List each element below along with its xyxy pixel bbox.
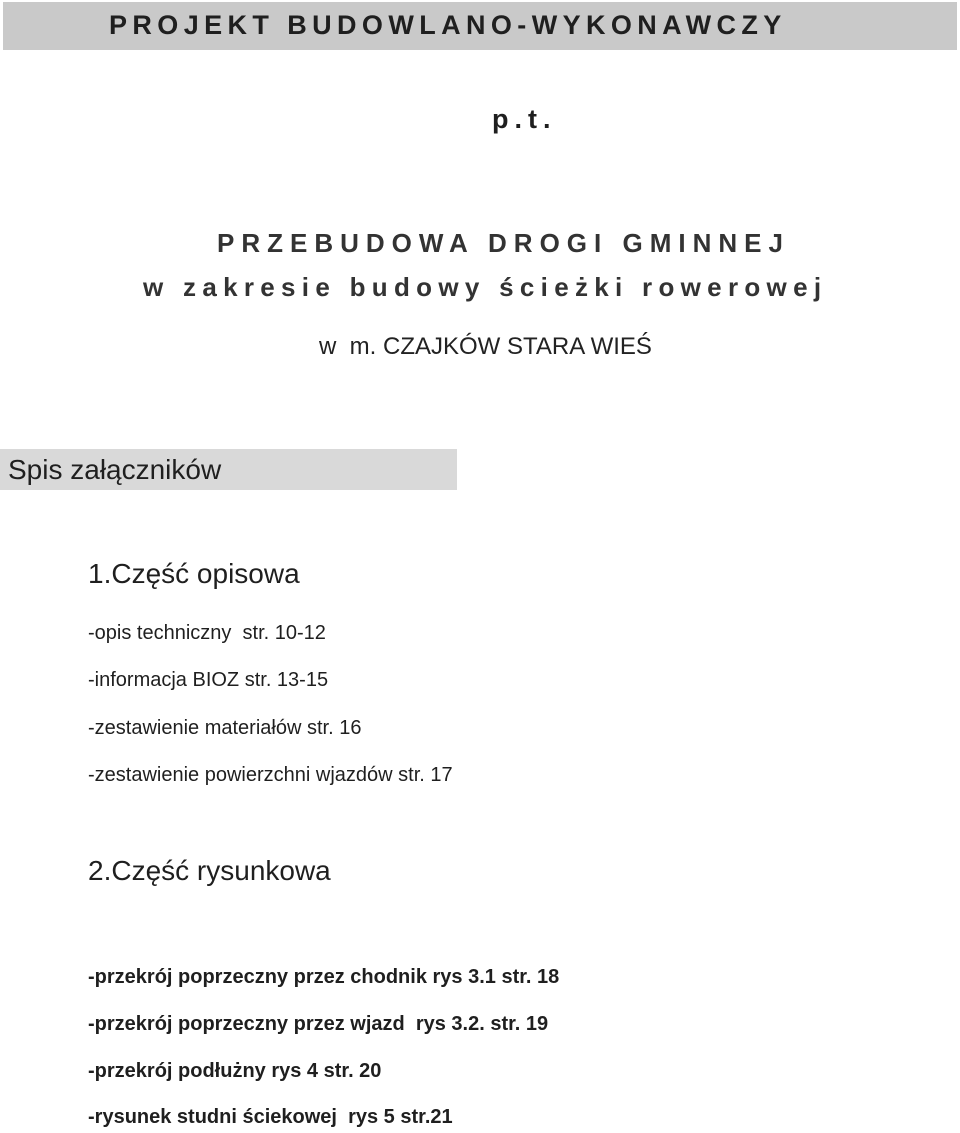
list-item: -przekrój poprzeczny przez chodnik rys 3.1 str. 18 [88,966,560,988]
project-location: w m. CZAJKÓW STARA WIEŚ [319,333,652,360]
list-item: -przekrój poprzeczny przez wjazd rys 3.2. str. 19 [88,1013,549,1035]
section-heading-drawings: 2.Część rysunkowa [88,855,331,886]
list-item: -informacja BIOZ str. 13-15 [88,669,329,691]
project-scope: w zakresie budowy ścieżki rowerowej [143,272,828,302]
attachments-title: Spis załączników [8,454,222,485]
list-item: -rysunek studni ściekowej rys 5 str.21 [88,1106,453,1128]
list-item: -przekrój podłużny rys 4 str. 20 [88,1060,382,1082]
section-heading-descriptive: 1.Część opisowa [88,558,300,589]
list-item: -opis techniczny str. 10-12 [88,622,326,644]
document-title: PROJEKT BUDOWLANO-WYKONAWCZY [109,10,787,40]
list-item: -zestawienie materiałów str. 16 [88,717,362,739]
pt-label: p.t. [492,104,557,134]
project-subject: PRZEBUDOWA DROGI GMINNEJ [217,228,790,258]
list-item: -zestawienie powierzchni wjazdów str. 17 [88,764,453,786]
